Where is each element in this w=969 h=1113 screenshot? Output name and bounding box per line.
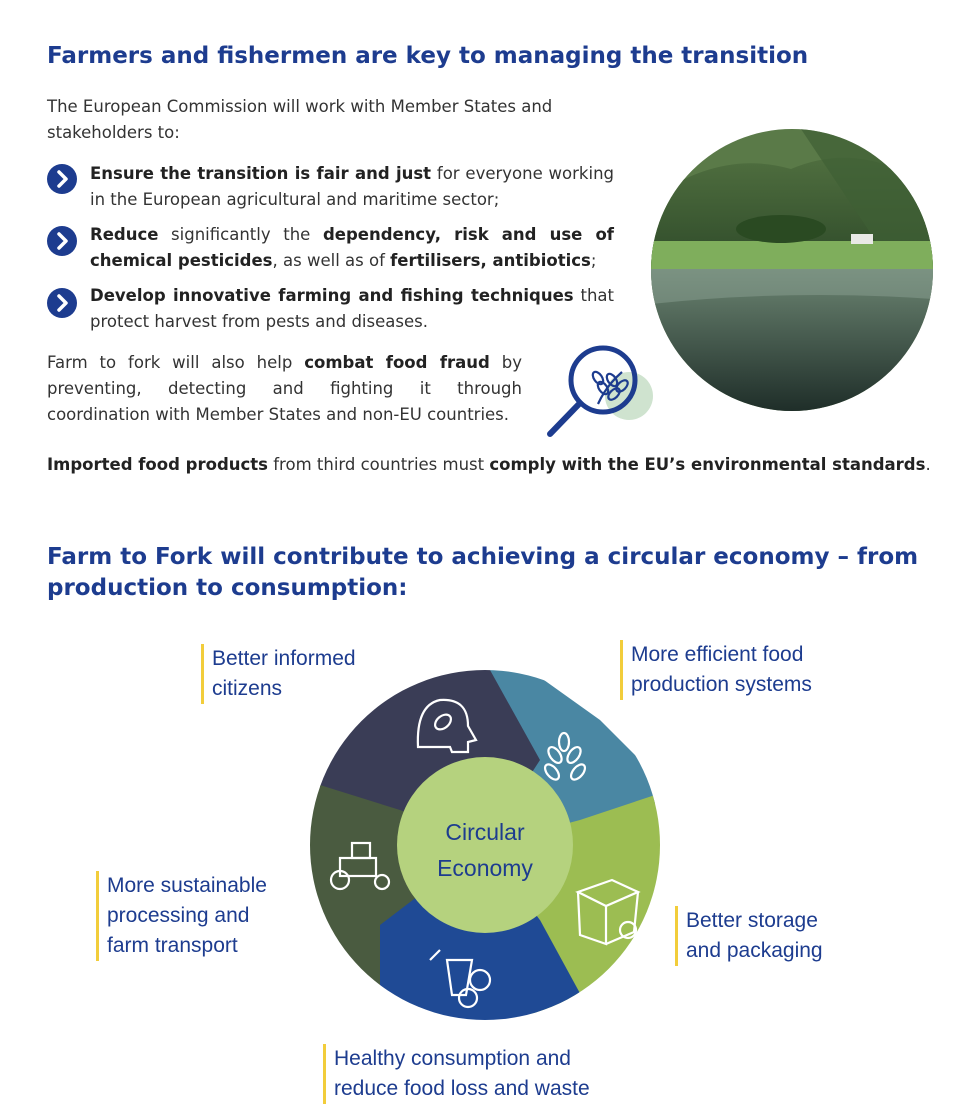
imported-end: . <box>925 455 931 474</box>
bullet-text: ; <box>590 251 597 270</box>
bullet-text: , as well as of <box>272 251 391 270</box>
center-label-line2: Economy <box>437 855 533 881</box>
center-label-line1: Circular <box>445 819 525 845</box>
bullet-bold: fertilisers, antibiotics <box>390 251 591 270</box>
imported-mid: from third countries must <box>268 455 490 474</box>
intro-text: The European Commission will work with Member States and stakeholders to: <box>47 97 553 142</box>
bullet-bold: Reduce <box>90 225 159 244</box>
imported-food-text <box>47 452 934 478</box>
imported-bold: Imported food products <box>47 455 268 474</box>
lake-landscape-photo <box>651 129 933 411</box>
magnifier-wheat-icon <box>540 342 656 440</box>
bullet-fair-transition <box>90 161 614 213</box>
chevron-right-icon <box>47 288 77 318</box>
label-storage-packaging: Better storage and packaging <box>675 906 823 966</box>
fraud-bold: combat food fraud <box>304 353 490 372</box>
bullet-reduce-pesticides <box>90 222 614 274</box>
section-heading-transition: Farmers and fishermen are key to managing the transition <box>47 43 809 69</box>
bullet-text: for everyone working in the European agricultural and maritime sector; <box>90 164 614 209</box>
food-fraud-text <box>47 350 522 428</box>
circular-economy-wheel <box>300 660 670 1030</box>
chevron-right-icon <box>47 226 77 256</box>
fraud-post: by preventing, detecting and fighting it through coordination with Member States and non-EU countries. <box>47 353 523 424</box>
bullet-bold: dependency, risk and use of chemical pesticides <box>90 225 614 270</box>
label-healthy-consumption: Healthy consumption and reduce food loss and waste <box>323 1044 590 1104</box>
imported-bold: comply with the EU’s environmental standards <box>489 455 926 474</box>
section-heading-circular: Farm to Fork will contribute to achieving a circular economy – from production to consumption: <box>47 544 919 601</box>
center-circle <box>397 757 573 933</box>
chevron-right-icon <box>47 164 77 194</box>
label-sustainable-processing: More sustainable processing and farm transport <box>96 871 267 961</box>
label-better-informed-citizens: Better informed citizens <box>201 644 356 704</box>
bullet-bold: Ensure the transition is fair and just <box>90 164 432 183</box>
label-efficient-production: More efficient food production systems <box>620 640 812 700</box>
bullet-innovative-techniques <box>90 283 614 335</box>
bullet-bold: Develop innovative farming and fishing techniques <box>90 286 574 305</box>
bullet-text: significantly the <box>158 225 323 244</box>
fraud-pre: Farm to fork will also help <box>47 353 305 372</box>
bullet-text: that protect harvest from pests and diseases. <box>90 286 614 331</box>
